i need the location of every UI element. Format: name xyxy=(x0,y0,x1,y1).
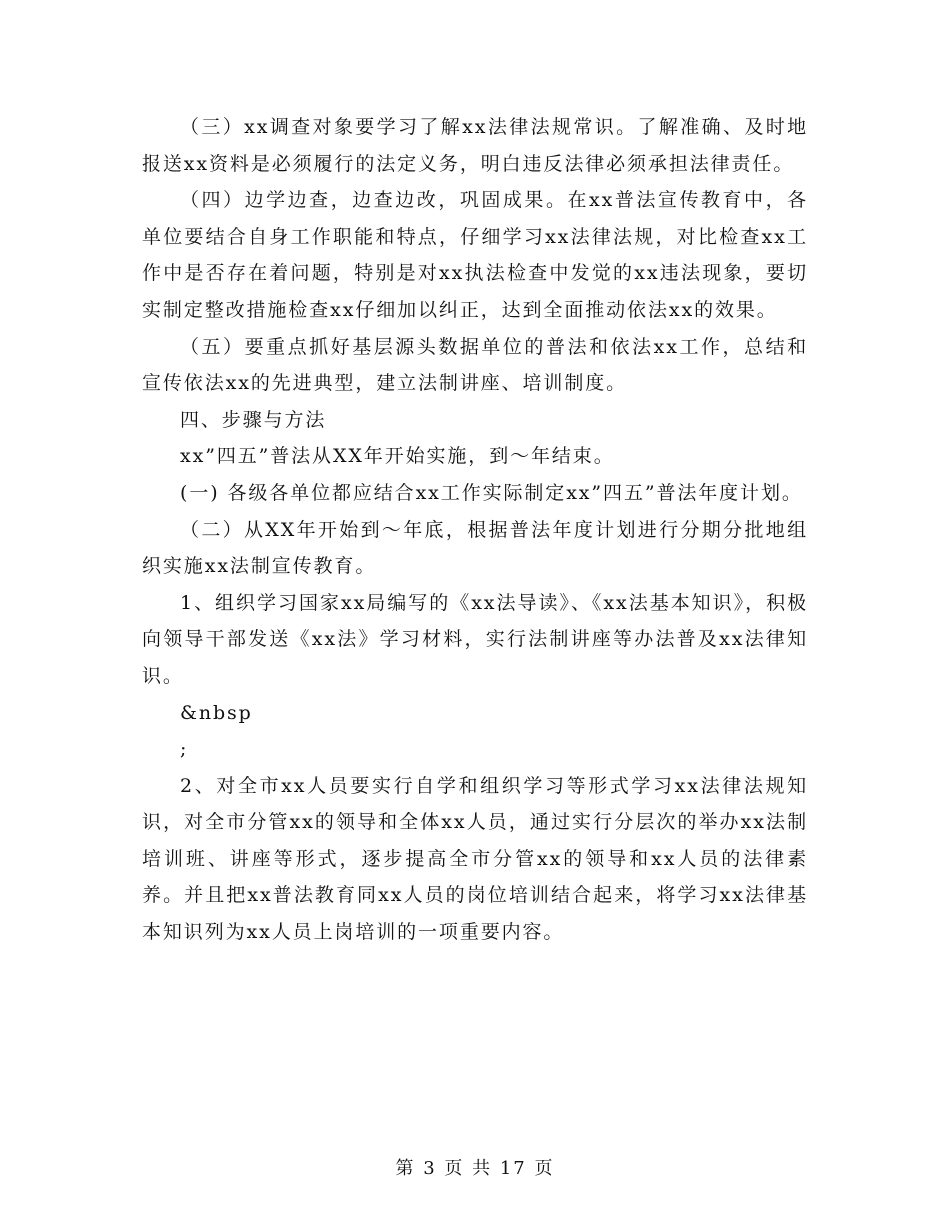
paragraph-semicolon-artifact: ; xyxy=(180,738,189,761)
paragraph-item-1: 1、组织学习国家xx局编写的《xx法导读》、《xx法基本知识》，积极向领导干部发送《xx法》学习材料，实行法制讲座等办法普及xx法律知识。 xyxy=(142,591,808,687)
section-heading-steps: 四、步骤与方法 xyxy=(180,408,327,431)
document-body xyxy=(142,109,808,951)
paragraph-step-1: (一) 各级各单位都应结合xx工作实际制定xx”四五”普法年度计划。 xyxy=(180,481,803,504)
paragraph-nbsp-artifact: &nbsp xyxy=(180,701,253,724)
paragraph-step-2: （二）从XX年开始到～年底，根据普法年度计划进行分期分批地组织实施xx法制宣传教育。 xyxy=(142,518,808,578)
paragraph-timeline: xx”四五”普法从XX年开始实施，到～年结束。 xyxy=(180,445,615,468)
paragraph-4: （四）边学边查，边查边改，巩固成果。在xx普法宣传教育中，各单位要结合自身工作职能和特点，仔细学习xx法律法规，对比检查xx工作中是否存在着问题，特别是对xx执法检查中发觉的xx违法现象，要切实制定整改措施检查xx仔细加以纠正，达到全面推动依法xx的效果。 xyxy=(142,189,808,321)
page-footer: 第 3 页 共 17 页 xyxy=(395,1158,555,1179)
paragraph-item-2: 2、对全市xx人员要实行自学和组织学习等形式学习xx法律法规知识，对全市分管xx的领导和全体xx人员，通过实行分层次的举办xx法制培训班、讲座等形式，逐步提高全市分管xx的领导和xx人员的法律素养。并且把xx普法教育同xx人员的岗位培训结合起来，将学习xx法律基本知识列为xx人员上岗培训的一项重要内容。 xyxy=(142,774,808,944)
paragraph-5: （五）要重点抓好基层源头数据单位的普法和依法xx工作，总结和宣传依法xx的先进典型，建立法制讲座、培训制度。 xyxy=(142,335,808,395)
paragraph-3: （三）xx调查对象要学习了解xx法律法规常识。了解准确、及时地报送xx资料是必须履行的法定义务，明白违反法律必须承担法律责任。 xyxy=(142,116,808,175)
